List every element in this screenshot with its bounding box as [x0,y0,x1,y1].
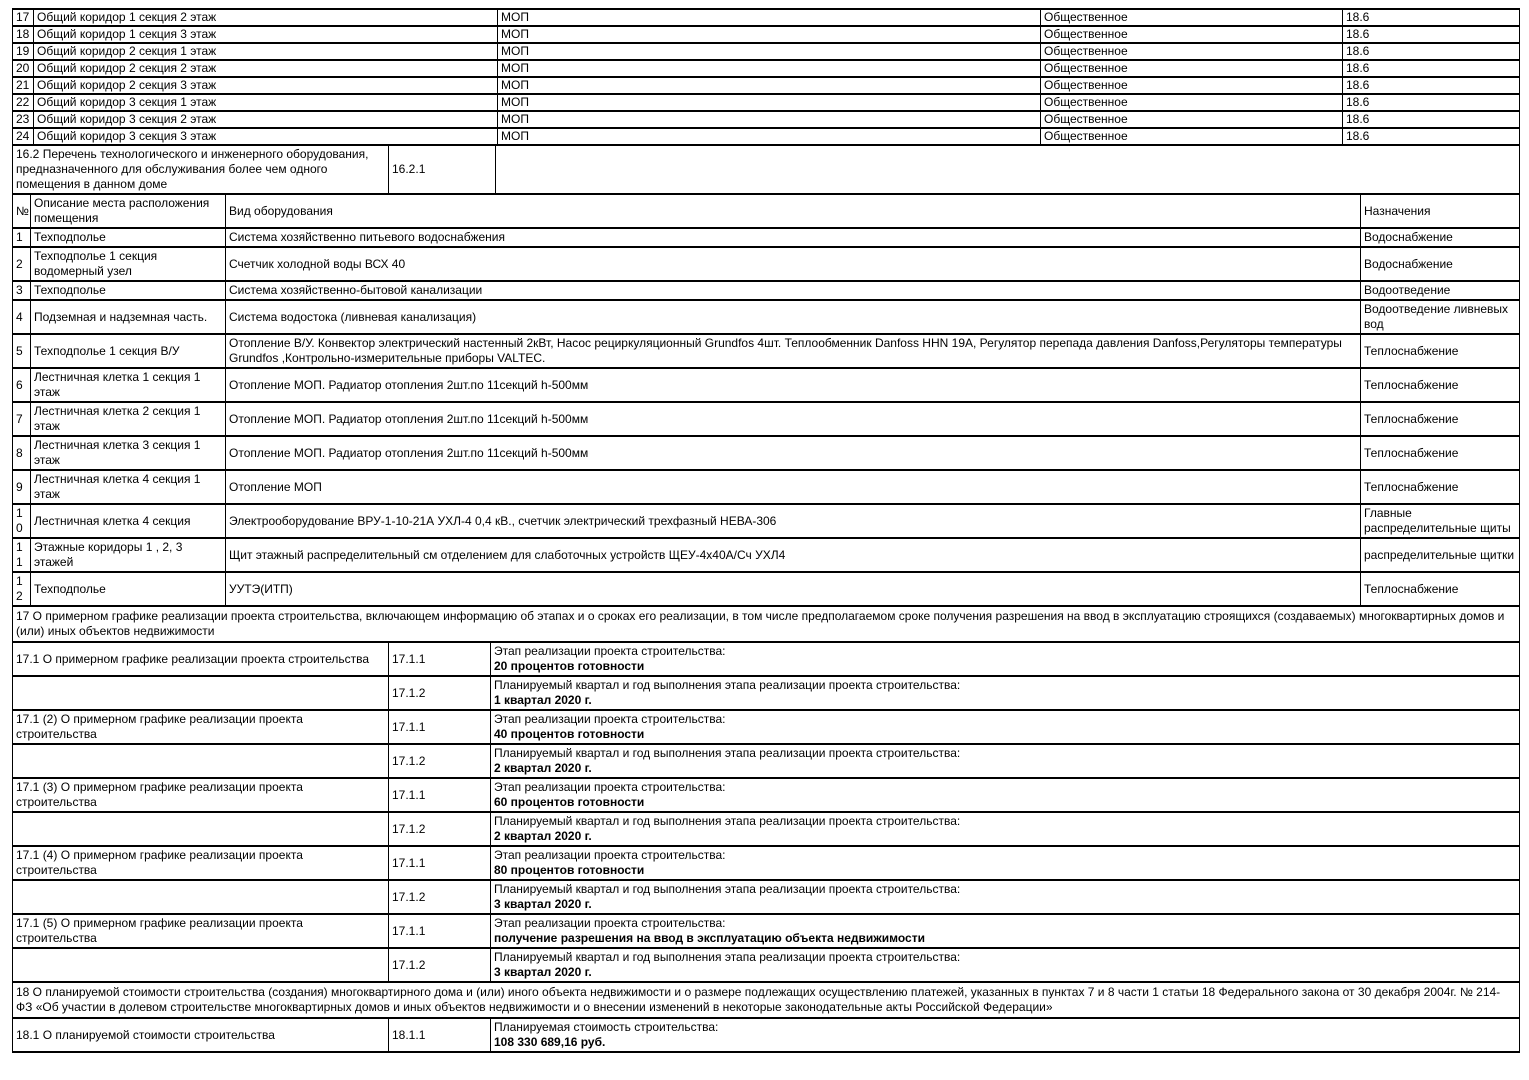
stage-row-value: 1 квартал 2020 г. [494,693,592,707]
section-17-heading-row [13,606,1520,642]
premises-row-category: Общественное [1041,9,1343,26]
cost-row [13,1018,1520,1052]
stage-row-content [491,812,1520,846]
stage-row-code: 17.1.1 [389,642,491,676]
stage-row-content [491,676,1520,710]
equipment-row-equipment: Отопление МОП. Радиатор отопления 2шт.по 11секций h-500мм [226,436,1361,470]
premises-row-number: 21 [13,77,34,94]
stage-row [13,914,1520,948]
stage-row [13,642,1520,676]
stage-row-code: 17.1.1 [389,846,491,880]
equipment-header-num: № [13,194,31,228]
stage-row [13,948,1520,982]
equipment-row [13,470,1520,504]
section-16-2-code: 16.2.1 [389,145,496,194]
equipment-row-purpose: Теплоснабжение [1361,334,1520,368]
equipment-row-number: 7 [13,402,31,436]
premises-row-category: Общественное [1041,60,1343,77]
equipment-row-number: 12 [13,572,31,606]
stage-row-title: 17.1 О примерном графике реализации проекта строительства [13,642,389,676]
premises-row [13,26,1520,43]
premises-row-type: МОП [498,77,1041,94]
equipment-row [13,436,1520,470]
cost-row-title: 18.1 О планируемой стоимости строительства [13,1018,389,1052]
premises-row-type: МОП [498,26,1041,43]
stage-row-label: Этап реализации проекта строительства: [494,644,726,658]
equipment-row-purpose: Теплоснабжение [1361,402,1520,436]
stage-row-value: 2 квартал 2020 г. [494,829,592,843]
equipment-row-purpose: Теплоснабжение [1361,572,1520,606]
equipment-row [13,281,1520,300]
stage-row-title [13,948,389,982]
premises-row-area: 18.6 [1343,43,1520,60]
stage-row-code: 17.1.1 [389,710,491,744]
equipment-header-purpose: Назначения [1361,194,1520,228]
stage-row-code: 17.1.2 [389,744,491,778]
equipment-row-equipment: Система хозяйственно питьевого водоснабжения [226,228,1361,247]
equipment-row-place: Лестничная клетка 4 секция [31,504,226,538]
premises-row-area: 18.6 [1343,111,1520,128]
stage-row-label: Планируемый квартал и год выполнения этапа реализации проекта строительства: [494,814,961,828]
equipment-row-equipment: УУТЭ(ИТП) [226,572,1361,606]
stage-row-title [13,676,389,710]
stage-row-title: 17.1 (2) О примерном графике реализации проекта строительства [13,710,389,744]
equipment-row [13,368,1520,402]
premises-row [13,94,1520,111]
equipment-row [13,300,1520,334]
premises-table [12,8,1520,146]
stage-row-label: Этап реализации проекта строительства: [494,916,726,930]
premises-row-name: Общий коридор 2 секция 1 этаж [34,43,498,60]
section-17-heading: 17 О примерном графике реализации проекта строительства, включающем информацию об этапах и о сроках его реализации, в том числе предполагаемом сроке получения разрешения на ввод в эксплуатацию строящихся (создаваемых) многоквартирных домов и (или) иных объектов недвижимости [13,606,1520,642]
section-16-2-value [496,145,1520,194]
stage-row-code: 17.1.2 [389,948,491,982]
section-17-heading-table [12,605,1520,643]
premises-row-area: 18.6 [1343,94,1520,111]
equipment-row [13,247,1520,281]
stage-row [13,676,1520,710]
stage-row-content [491,744,1520,778]
section-17-stages-table [12,641,1520,983]
section-16-2-row [13,145,1520,194]
cost-row-value: 108 330 689,16 руб. [494,1035,606,1049]
stage-row-title: 17.1 (3) О примерном графике реализации проекта строительства [13,778,389,812]
equipment-row-purpose: Теплоснабжение [1361,470,1520,504]
premises-row [13,60,1520,77]
stage-row-content [491,880,1520,914]
premises-row-number: 22 [13,94,34,111]
stage-row-label: Этап реализации проекта строительства: [494,712,726,726]
equipment-row-purpose: Теплоснабжение [1361,436,1520,470]
stage-row-title [13,812,389,846]
stage-row-value: 20 процентов готовности [494,659,645,673]
stage-row-content [491,642,1520,676]
equipment-row [13,402,1520,436]
stage-row-value: 60 процентов готовности [494,795,645,809]
equipment-row-place: Техподполье 1 секция водомерный узел [31,247,226,281]
stage-row-content [491,948,1520,982]
equipment-row [13,538,1520,572]
equipment-row-equipment: Отопление МОП. Радиатор отопления 2шт.по 11секций h-500мм [226,402,1361,436]
stage-row [13,880,1520,914]
equipment-row-number: 4 [13,300,31,334]
equipment-row-place: Техподполье 1 секция В/У [31,334,226,368]
stage-row-code: 17.1.2 [389,880,491,914]
equipment-row [13,504,1520,538]
premises-row-area: 18.6 [1343,26,1520,43]
cost-row-content [491,1018,1520,1052]
premises-row-number: 23 [13,111,34,128]
section-16-2-table [12,144,1520,195]
equipment-row-number: 1 [13,228,31,247]
equipment-row-equipment: Система водостока (ливневая канализация) [226,300,1361,334]
premises-row-number: 24 [13,128,34,145]
premises-row-name: Общий коридор 1 секция 2 этаж [34,9,498,26]
stage-row-value: 3 квартал 2020 г. [494,965,592,979]
stage-row-title [13,744,389,778]
premises-row-type: МОП [498,60,1041,77]
stage-row-label: Планируемый квартал и год выполнения этапа реализации проекта строительства: [494,746,961,760]
premises-row [13,9,1520,26]
stage-row-title [13,880,389,914]
equipment-row-equipment: Счетчик холодной воды ВСХ 40 [226,247,1361,281]
equipment-row [13,572,1520,606]
equipment-row-equipment: Щит этажный распределительный см отделением для слаботочных устройств ЩЕУ-4х40А/Сч УХЛ4 [226,538,1361,572]
premises-row [13,111,1520,128]
equipment-header-row [13,194,1520,228]
premises-row [13,77,1520,94]
equipment-row-number: 8 [13,436,31,470]
premises-row-area: 18.6 [1343,77,1520,94]
equipment-row-equipment: Отопление В/У. Конвектор электрический настенный 2кВт, Насос рециркуляционный Grundfos 4шт. Теплообменник Danfoss HHN 19A, Регулятор перепада давления Danfoss,Регуляторы температуры Grundfos ,Контрольно-измерительные приборы VALTEC. [226,334,1361,368]
section-18-heading-row [13,982,1520,1018]
equipment-row-place: Лестничная клетка 4 секция 1 этаж [31,470,226,504]
equipment-row-place: Лестничная клетка 1 секция 1 этаж [31,368,226,402]
equipment-row-equipment: Система хозяйственно-бытовой канализации [226,281,1361,300]
premises-row-category: Общественное [1041,77,1343,94]
premises-row-name: Общий коридор 3 секция 3 этаж [34,128,498,145]
equipment-row-number: 9 [13,470,31,504]
equipment-row-number: 6 [13,368,31,402]
stage-row-value: 3 квартал 2020 г. [494,897,592,911]
premises-row-category: Общественное [1041,111,1343,128]
stage-row [13,812,1520,846]
stage-row [13,778,1520,812]
stage-row-value: 2 квартал 2020 г. [494,761,592,775]
stage-row [13,744,1520,778]
premises-row-number: 18 [13,26,34,43]
equipment-row-equipment: Отопление МОП [226,470,1361,504]
section-18-heading: 18 О планируемой стоимости строительства (создания) многоквартирного дома и (или) иного объекта недвижимости и о размере подлежащих осуществлению платежей, указанных в пунктах 7 и 8 части 1 статьи 18 Федерального закона от 30 декабря 2004г. № 214-ФЗ «Об участии в долевом строительстве многоквартирных домов и иных объектов недвижимости и о внесении изменений в некоторые законодательные акты Российской Федерации» [13,982,1520,1018]
equipment-row [13,228,1520,247]
premises-row-number: 17 [13,9,34,26]
premises-row-category: Общественное [1041,26,1343,43]
stage-row-content [491,846,1520,880]
stage-row [13,710,1520,744]
section-18-cost-table [12,1017,1520,1053]
equipment-row-equipment: Электрооборудование ВРУ-1-10-21А УХЛ-4 0,4 кВ., счетчик электрический трехфазный НЕВА-306 [226,504,1361,538]
equipment-header-place: Описание места расположения помещения [31,194,226,228]
premises-row-number: 20 [13,60,34,77]
stage-row-label: Планируемый квартал и год выполнения этапа реализации проекта строительства: [494,950,961,964]
stage-row-value: 80 процентов готовности [494,863,645,877]
equipment-row-purpose: распределительные щитки [1361,538,1520,572]
premises-row-name: Общий коридор 3 секция 2 этаж [34,111,498,128]
premises-row [13,128,1520,145]
equipment-row-purpose: Водоснабжение [1361,228,1520,247]
equipment-row-place: Техподполье [31,281,226,300]
equipment-row-number: 10 [13,504,31,538]
premises-row-type: МОП [498,9,1041,26]
stage-row-content [491,710,1520,744]
equipment-row-number: 2 [13,247,31,281]
cost-row-label: Планируемая стоимость строительства: [494,1020,719,1034]
stage-row-content [491,778,1520,812]
equipment-row-place: Этажные коридоры 1 , 2, 3 этажей [31,538,226,572]
premises-row-type: МОП [498,111,1041,128]
premises-row-category: Общественное [1041,43,1343,60]
equipment-row-place: Техподполье [31,228,226,247]
stage-row-code: 17.1.1 [389,914,491,948]
equipment-row-place: Лестничная клетка 3 секция 1 этаж [31,436,226,470]
premises-row-name: Общий коридор 1 секция 3 этаж [34,26,498,43]
stage-row-label: Этап реализации проекта строительства: [494,848,726,862]
stage-row-value: 40 процентов готовности [494,727,645,741]
equipment-row-place: Лестничная клетка 2 секция 1 этаж [31,402,226,436]
premises-row-type: МОП [498,94,1041,111]
stage-row-code: 17.1.1 [389,778,491,812]
premises-row-category: Общественное [1041,94,1343,111]
premises-row-type: МОП [498,128,1041,145]
equipment-row-place: Техподполье [31,572,226,606]
premises-row-type: МОП [498,43,1041,60]
stage-row-label: Этап реализации проекта строительства: [494,780,726,794]
equipment-row-number: 3 [13,281,31,300]
stage-row-value: получение разрешения на ввод в эксплуатацию объекта недвижимости [494,931,925,945]
stage-row-label: Планируемый квартал и год выполнения этапа реализации проекта строительства: [494,882,961,896]
equipment-row-purpose: Водоотведение ливневых вод [1361,300,1520,334]
premises-row-area: 18.6 [1343,9,1520,26]
equipment-row-purpose: Водоотведение [1361,281,1520,300]
equipment-row-purpose: Водоснабжение [1361,247,1520,281]
stage-row-label: Планируемый квартал и год выполнения этапа реализации проекта строительства: [494,678,961,692]
equipment-row-purpose: Теплоснабжение [1361,368,1520,402]
premises-row-name: Общий коридор 2 секция 2 этаж [34,60,498,77]
equipment-row-number: 11 [13,538,31,572]
stage-row-title: 17.1 (5) О примерном графике реализации проекта строительства [13,914,389,948]
stage-row-title: 17.1 (4) О примерном графике реализации проекта строительства [13,846,389,880]
equipment-row [13,334,1520,368]
premises-row-area: 18.6 [1343,128,1520,145]
stage-row-code: 17.1.2 [389,676,491,710]
stage-row-content [491,914,1520,948]
stage-row [13,846,1520,880]
premises-row-name: Общий коридор 3 секция 1 этаж [34,94,498,111]
equipment-row-equipment: Отопление МОП. Радиатор отопления 2шт.по 11секций h-500мм [226,368,1361,402]
premises-row-number: 19 [13,43,34,60]
equipment-row-place: Подземная и надземная часть. [31,300,226,334]
section-16-2-title: 16.2 Перечень технологического и инженерного оборудования, предназначенного для обслуживания более чем одного помещения в данном доме [13,145,389,194]
stage-row-code: 17.1.2 [389,812,491,846]
premises-row-category: Общественное [1041,128,1343,145]
premises-row-area: 18.6 [1343,60,1520,77]
section-18-heading-table [12,981,1520,1019]
premises-row [13,43,1520,60]
cost-row-code: 18.1.1 [389,1018,491,1052]
premises-row-name: Общий коридор 2 секция 3 этаж [34,77,498,94]
equipment-row-purpose: Главные распределительные щиты [1361,504,1520,538]
equipment-row-number: 5 [13,334,31,368]
equipment-header-equipment: Вид оборудования [226,194,1361,228]
equipment-table [12,193,1520,607]
